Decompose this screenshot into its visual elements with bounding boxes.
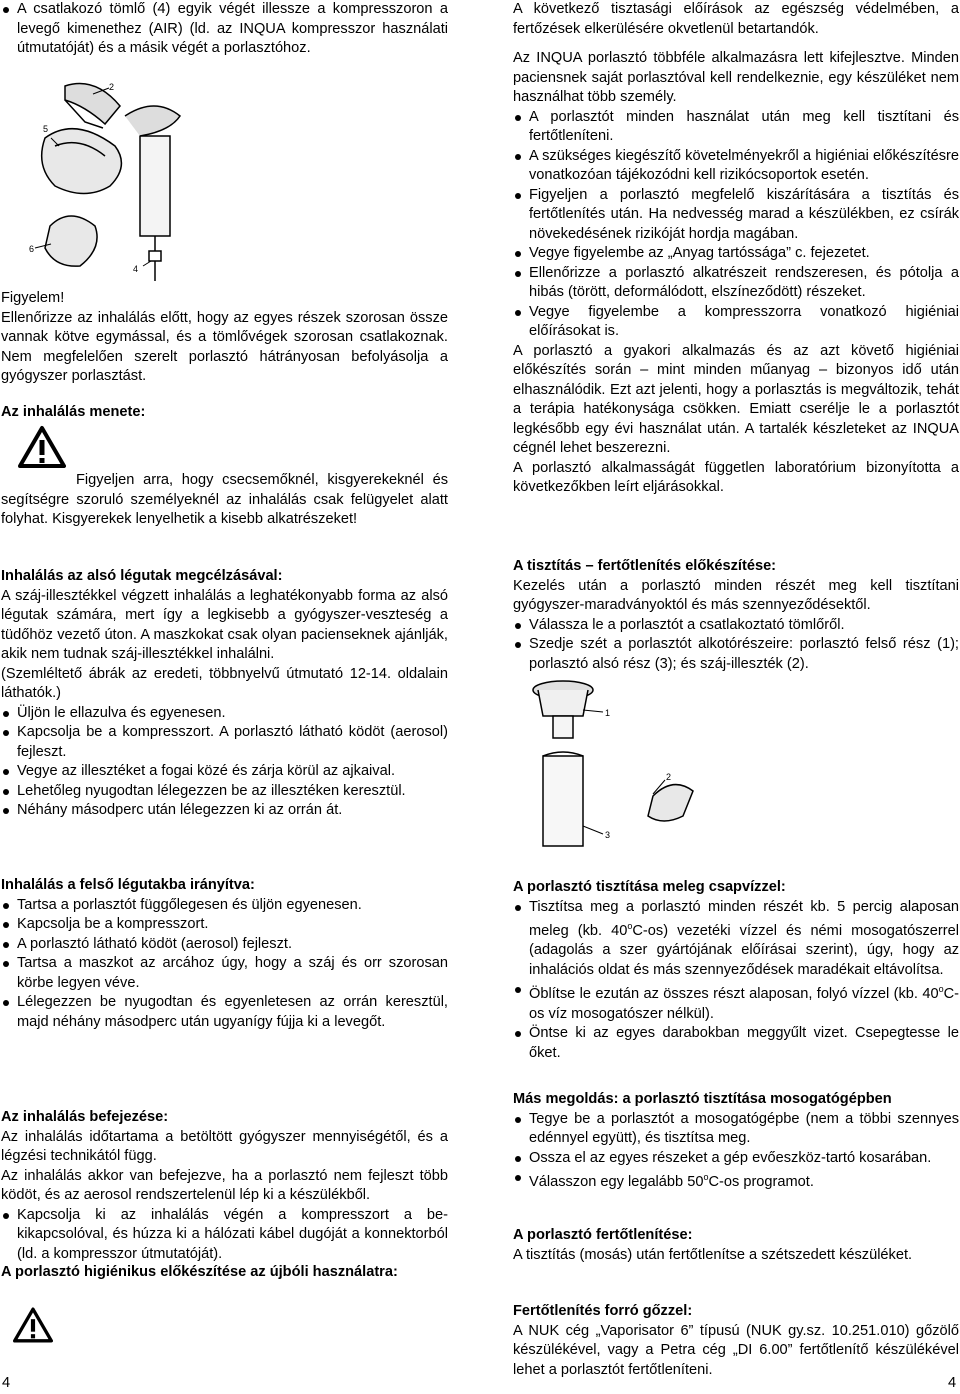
lower-heading: Inhalálás az alsó légutak megcélzásával: (1, 568, 283, 584)
list-item: A csatlakozó tömlő (4) egyik végét illessze a kompresszoron a levegő kimenethez (AIR) (ld. az INQUA kompresszor használati útmutatóját) és a másik végét a porlasztóhoz. (1, 0, 448, 59)
steam-text: A NUK cég „Vaporisator 6” típusú (NUK gy.sz. 10.251.010) gőzölő készülékével, vagy a Petra cég „DI 6.00” fertőtlenítő készülékével lehet a porlasztót fertőtleníteni. (513, 1322, 959, 1378)
nebulizer-parts-figure (523, 676, 723, 854)
warning-block (1, 289, 448, 387)
disinfect-text: A tisztítás (mosás) után fertőtlenítse a szétszedett készüléket. (513, 1246, 913, 1263)
hygiene-heading: A porlasztó higiénikus előkészítése az újbóli használatra: (1, 1264, 398, 1280)
warning-text: Ellenőrizze az inhalálás előtt, hogy az egyes részek szorosan össze vannak kötve egymással, és a tömlővégek szorosan csatlakoznak. Nem megfelelően szerelt porlasztó hátrányosan befolyásolja a gyógyszer porlasztást. (1, 309, 448, 384)
list-item: Üljön le ellazulva és egyenesen. (1, 704, 448, 724)
process-text: Figyeljen arra, hogy csecsemőknél, kisgyerekeknél és segítségre szoruló személyeknél az inhalálás csak felügyelet alatt folyhat. Kisgyerekek lenyelhetik a kisebb alkatrészeket! (1, 472, 448, 527)
degree-superscript: o (627, 921, 633, 931)
paragraph: A porlasztó alkalmasságát független laboratórium bizonyította a következőkben leírt eljárásokkal. (513, 459, 959, 495)
list-item: Néhány másodperc után lélegezzen ki az orrán át. (1, 801, 448, 821)
paragraph: A porlasztó a gyakori alkalmazás és az azt követő higiéniai előkészítés során – mint minden műanyag – bizonyos idő után elhasználódik. Ezt azt jelenti, hogy a porlasztás is megváltozik, tehát a terápia hatékonysága csökken. Emiatt cserélje le a porlasztót legkésőbb egy évi használat után. A tartalék készleteket az INQUA cégnél lehet beszerezni. (513, 342, 959, 456)
figure-label: 4 (133, 264, 139, 274)
list-item: Öntse ki az egyes darabokban meggyűlt vizet. Csepegtesse le őket. (513, 1024, 959, 1063)
process-heading: Az inhalálás menete: (1, 404, 146, 420)
prep-heading: A tisztítás – fertőtlenítés előkészítése: (513, 558, 777, 574)
end-heading: Az inhalálás befejezése: (1, 1109, 169, 1125)
list-item: Vegye figyelembe a kompresszorra vonatkozó higiéniai előírásokat is. (513, 303, 959, 342)
text-part: C-os programot. (708, 1173, 814, 1190)
degree-superscript: o (938, 984, 944, 995)
upper-airways-section (1, 876, 448, 1032)
list-item: Ellenőrizze a porlasztó alkatrészeit rendszeresen, és pótolja a hibás (törött, deformálódott, elszíneződött) részeket. (513, 264, 959, 303)
upper-list (1, 896, 448, 1033)
list-item: Lélegezzen be nyugodtan és egyenletesen az orrán keresztül, majd néhány másodperc után ugyanígy fújja ki a levegőt. (1, 993, 448, 1032)
list-item: Tartsa a porlasztót függőlegesen és üljön egyenesen. (1, 896, 448, 916)
warm-water-section (513, 878, 959, 1063)
disinfect-heading: A porlasztó fertőtlenítése: (513, 1227, 693, 1243)
intro-list (1, 0, 448, 59)
list-item: Kapcsolja be a kompresszort. A porlasztó látható ködöt (aerosol) fejleszt. (1, 723, 448, 762)
lower-note: (Szemléltető ábrák az eredeti, többnyelvű útmutató 12-14. oldalain láthatók.) (1, 665, 448, 701)
text-part: C-os víz mosogatószer nélkül). (529, 986, 959, 1022)
warm-heading: A porlasztó tisztítása meleg csapvízzel: (513, 879, 786, 895)
list-item: Vegye az illesztéket a fogai közé és zárja körül az ajkaival. (1, 762, 448, 782)
intro-text: A következő tisztasági előírások az egészség védelmében, a fertőzések elkerülésére okvetlenül betartandók. (513, 1, 959, 37)
steam-section (513, 1302, 959, 1380)
prep-list (513, 616, 959, 675)
figure-label: 3 (605, 830, 611, 840)
list-item: A szükséges kiegészítő követelményekről a higiéniai előkészítésre vonatkozóan tájékozódni kell rizikócsoportok esetén. (513, 147, 959, 186)
end-text: Az inhalálás akkor van befejezve, ha a porlasztó nem fejleszt több ködöt, és az aerosol rendszertelenül lép ki a készülékből. (1, 1167, 448, 1203)
disinfect-section (513, 1226, 959, 1265)
figure-label: 2 (109, 82, 115, 92)
list-item: Figyeljen a porlasztó megfelelő kiszárítására a tisztítás és fertőtlenítés után. Ha nedvesség marad a készülékben, ez csírák növekedésének rizikóját hordja magában. (513, 186, 959, 245)
paragraph: Az INQUA porlasztó többféle alkalmazásra lett kifejlesztve. Minden paciensnek saját porlasztóval kell rendelkeznie, egy készüléket nem használhat több személy. (513, 50, 959, 105)
list-item: A porlasztót minden használat után meg kell tisztítani és fertőtleníteni. (513, 108, 959, 147)
figure-label: 5 (43, 124, 49, 134)
prep-text: Kezelés után a porlasztó minden részét meg kell tisztítani gyógyszer-maradványoktól és más szennyeződésektől. (513, 577, 959, 613)
list-item: Tartsa a maszkot az arcához úgy, hogy a száj és orr szorosan körbe legyen véve. (1, 954, 448, 993)
page-number: 4 (948, 1375, 957, 1391)
end-list (1, 1206, 448, 1265)
warm-list (513, 898, 959, 1064)
steam-heading: Fertőtlenítés forró gőzzel: (513, 1303, 693, 1319)
nebulizer-masks-figure (25, 76, 195, 288)
list-item (513, 1168, 959, 1192)
list-item: Kapcsolja be a kompresszort. (1, 915, 448, 935)
figure-label: 2 (666, 772, 672, 782)
warning-triangle-icon (13, 1306, 53, 1344)
lower-airways-section (1, 567, 448, 821)
end-text: Az inhalálás időtartama a betöltött gyógyszer mennyiségétől, és a légzési technikától függ. (1, 1128, 448, 1164)
text-part: Válasszon egy legalább 50 (529, 1173, 704, 1190)
list-item: Válassza le a porlasztót a csatlakoztató tömlőről. (513, 616, 959, 636)
text-part: C-os) vezetéki vízzel és némi mosogatószerrel (adagolás a szer gyártójának előírásai szerint), úgy, hogy az inhalációs oldat és más szennyeződések maradékait eltávolítsa. (529, 922, 959, 978)
hygiene-list (513, 108, 959, 342)
upper-heading: Inhalálás a felső légutakba irányítva: (1, 877, 255, 893)
dish-list (513, 1110, 959, 1193)
degree-superscript: o (703, 1172, 709, 1182)
end-section (1, 1108, 448, 1264)
list-item (513, 980, 959, 1024)
dishwasher-section (513, 1090, 959, 1192)
list-item: A porlasztó látható ködöt (aerosol) fejleszt. (1, 935, 448, 955)
list-item: Szedje szét a porlasztót alkotórészeire: porlasztó felső rész (1); porlasztó alsó rész (3); és száj-illeszték (2). (513, 635, 959, 674)
list-item: Tegye be a porlasztót a mosogatógépbe (nem a többi szennyes edénnyel együtt), és tisztítsa meg. (513, 1110, 959, 1149)
page-number: 4 (2, 1375, 11, 1391)
list-item: Vegye figyelembe az „Anyag tartóssága” c. fejezetet. (513, 244, 959, 264)
list-item: Lehetőleg nyugodtan lélegezzen be az illesztéken keresztül. (1, 782, 448, 802)
figure-label: 6 (29, 244, 35, 254)
figure-label: 1 (605, 708, 611, 718)
dish-heading: Más megoldás: a porlasztó tisztítása mosogatógépben (513, 1091, 892, 1107)
hygiene-section (513, 0, 959, 498)
list-item (513, 898, 959, 981)
text-part: Tisztítsa meg a porlasztó minden részét kb. 5 percig alaposan meleg (kb. 40 (529, 898, 959, 939)
warning-triangle-icon (18, 425, 66, 469)
prep-section (513, 557, 959, 674)
warning-title: Figyelem! (1, 290, 65, 306)
list-item: Kapcsolja ki az inhalálás végén a kompresszort a be-kikapcsolóval, és húzza ki a hálózati kábel dugóját a konnektorból (ld. a kompresszor útmutatóját). (1, 1206, 448, 1265)
lower-list (1, 704, 448, 821)
list-item: Ossza el az egyes részeket a gép evőeszköz-tartó kosarában. (513, 1149, 959, 1169)
text-part: Öblítse le ezután az összes részt alaposan, folyó vízzel (kb. 40 (529, 986, 939, 1003)
lower-text: A száj-illesztékkel végzett inhalálás a leghatékonyabb forma az alsó légutak számára, mert így a legkisebb a gyógyszer-veszteség a tüdőhöz vezető úton. A maszkokat csak olyan pacienseknek ajánlják, akik nem tudnak száj-illesztékkel inhalálni. (1, 587, 448, 662)
